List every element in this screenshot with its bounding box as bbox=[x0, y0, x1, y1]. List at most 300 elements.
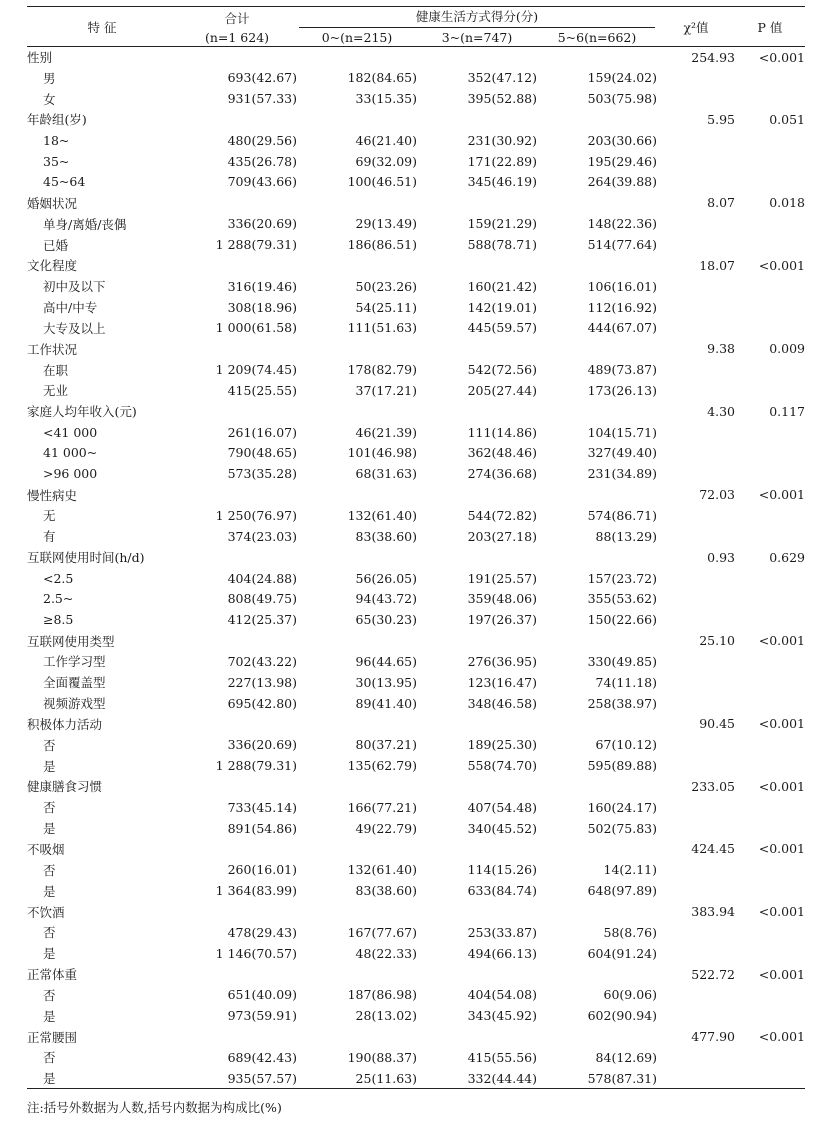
cell-chi-square: 4.30 bbox=[707, 403, 735, 419]
cell-p-value bbox=[735, 693, 805, 714]
cell-group-1 bbox=[297, 714, 417, 735]
header-score-group-label: 健康生活方式得分(分) bbox=[299, 7, 655, 28]
cell-group-3: 602(90.94) bbox=[587, 1008, 657, 1024]
cell-label: 35~ bbox=[43, 153, 70, 169]
cell-label: ≥8.5 bbox=[43, 612, 74, 628]
table-row bbox=[27, 755, 805, 776]
cell-group-2: 415(55.56) bbox=[467, 1049, 537, 1065]
cell-chi-square: 233.05 bbox=[691, 778, 735, 794]
cell-group-1 bbox=[297, 547, 417, 568]
cell-chi-square bbox=[657, 1068, 735, 1089]
table-row bbox=[27, 984, 805, 1005]
cell-p-value bbox=[735, 213, 805, 234]
cell-group-2: 191(25.57) bbox=[467, 570, 537, 586]
cell-total bbox=[177, 630, 297, 651]
cell-p-value bbox=[735, 172, 805, 193]
cell-group-2: 407(54.48) bbox=[467, 799, 537, 815]
cell-group-3: 258(38.97) bbox=[587, 695, 657, 711]
cell-group-3: 88(13.29) bbox=[595, 528, 657, 544]
cell-group-3: 503(75.98) bbox=[587, 91, 657, 107]
cell-p-value: <0.001 bbox=[758, 778, 805, 794]
cell-chi-square bbox=[657, 526, 735, 547]
cell-chi-square: 522.72 bbox=[691, 966, 735, 982]
cell-p-value bbox=[735, 422, 805, 443]
cell-chi-square bbox=[657, 651, 735, 672]
cell-p-value bbox=[735, 130, 805, 151]
cell-group-1: 190(88.37) bbox=[347, 1049, 417, 1065]
cell-label: 文化程度 bbox=[27, 258, 78, 274]
cell-p-value bbox=[735, 651, 805, 672]
cell-group-1 bbox=[297, 1026, 417, 1047]
cell-chi-square bbox=[657, 943, 735, 964]
cell-chi-square bbox=[657, 151, 735, 172]
cell-group-3 bbox=[537, 964, 657, 985]
cell-group-1: 132(61.40) bbox=[347, 862, 417, 878]
cell-p-value: <0.001 bbox=[758, 633, 805, 649]
cell-p-value bbox=[735, 1005, 805, 1026]
cell-p-value bbox=[735, 505, 805, 526]
cell-group-3: 502(75.83) bbox=[587, 820, 657, 836]
cell-total: 891(54.86) bbox=[227, 820, 297, 836]
cell-group-1: 101(46.98) bbox=[347, 445, 417, 461]
cell-label: 大专及以上 bbox=[43, 320, 106, 336]
cell-group-2: 171(22.89) bbox=[467, 153, 537, 169]
cell-total bbox=[177, 776, 297, 797]
cell-label: 是 bbox=[43, 946, 56, 962]
table-row bbox=[27, 588, 805, 609]
cell-total: 651(40.09) bbox=[227, 987, 297, 1003]
table-row bbox=[27, 651, 805, 672]
cell-chi-square bbox=[657, 276, 735, 297]
table-row bbox=[27, 151, 805, 172]
cell-chi-square bbox=[657, 984, 735, 1005]
cell-group-2: 159(21.29) bbox=[467, 216, 537, 232]
cell-total: 573(35.28) bbox=[227, 466, 297, 482]
cell-group-3: 112(16.92) bbox=[587, 299, 657, 315]
table-row bbox=[27, 797, 805, 818]
cell-chi-square bbox=[657, 797, 735, 818]
table-row-category bbox=[27, 901, 805, 922]
cell-group-1: 68(31.63) bbox=[355, 466, 417, 482]
cell-group-1: 30(13.95) bbox=[355, 674, 417, 690]
cell-label: 无 bbox=[43, 508, 56, 524]
table-row bbox=[27, 922, 805, 943]
cell-label: 视频游戏型 bbox=[43, 696, 106, 712]
cell-group-2 bbox=[417, 714, 537, 735]
cell-p-value: <0.001 bbox=[758, 49, 805, 65]
cell-chi-square: 424.45 bbox=[691, 841, 735, 857]
cell-total: 931(57.33) bbox=[227, 91, 297, 107]
cell-group-3: 203(30.66) bbox=[587, 132, 657, 148]
cell-group-3: 327(49.40) bbox=[587, 445, 657, 461]
cell-total: 1 146(70.57) bbox=[215, 945, 297, 961]
cell-total: 336(20.69) bbox=[227, 216, 297, 232]
table-row bbox=[27, 818, 805, 839]
cell-total bbox=[177, 839, 297, 860]
cell-group-2: 111(14.86) bbox=[467, 424, 537, 440]
table-row bbox=[27, 172, 805, 193]
cell-total: 1 288(79.31) bbox=[215, 758, 297, 774]
cell-chi-square bbox=[657, 88, 735, 109]
cell-chi-square bbox=[657, 588, 735, 609]
cell-group-1: 69(32.09) bbox=[355, 153, 417, 169]
cell-group-2: 160(21.42) bbox=[467, 278, 537, 294]
table-row-category bbox=[27, 964, 805, 985]
cell-group-1 bbox=[297, 839, 417, 860]
statistics-table bbox=[27, 6, 805, 1089]
table-row bbox=[27, 568, 805, 589]
cell-chi-square bbox=[657, 130, 735, 151]
cell-chi-square bbox=[657, 213, 735, 234]
table-row bbox=[27, 380, 805, 401]
cell-group-1: 56(26.05) bbox=[355, 570, 417, 586]
cell-p-value: 0.629 bbox=[769, 549, 805, 565]
cell-p-value bbox=[735, 859, 805, 880]
cell-chi-square bbox=[657, 734, 735, 755]
cell-total: 1 288(79.31) bbox=[215, 237, 297, 253]
cell-group-1: 111(51.63) bbox=[347, 320, 417, 336]
cell-group-3: 648(97.89) bbox=[587, 883, 657, 899]
cell-group-3 bbox=[537, 484, 657, 505]
cell-group-2: 404(54.08) bbox=[467, 987, 537, 1003]
cell-label: 已婚 bbox=[43, 237, 69, 253]
cell-group-1: 135(62.79) bbox=[347, 758, 417, 774]
cell-label: 不吸烟 bbox=[27, 841, 65, 857]
cell-group-3: 104(15.71) bbox=[587, 424, 657, 440]
cell-chi-square bbox=[657, 1047, 735, 1068]
cell-chi-square bbox=[657, 755, 735, 776]
cell-group-3 bbox=[537, 901, 657, 922]
table-row bbox=[27, 672, 805, 693]
cell-label: 2.5~ bbox=[43, 591, 74, 607]
cell-group-3 bbox=[537, 47, 657, 68]
cell-group-3: 604(91.24) bbox=[587, 945, 657, 961]
cell-p-value bbox=[735, 1068, 805, 1089]
table-row-category bbox=[27, 338, 805, 359]
cell-group-3: 67(10.12) bbox=[595, 737, 657, 753]
cell-group-3: 84(12.69) bbox=[595, 1049, 657, 1065]
cell-label: 互联网使用时间(h/d) bbox=[27, 550, 145, 566]
cell-total: 790(48.65) bbox=[227, 445, 297, 461]
cell-group-2 bbox=[417, 401, 537, 422]
cell-total: 689(42.43) bbox=[227, 1049, 297, 1065]
cell-p-value bbox=[735, 568, 805, 589]
cell-total: 260(16.01) bbox=[227, 862, 297, 878]
cell-group-1 bbox=[297, 47, 417, 68]
cell-chi-square: 8.07 bbox=[707, 195, 735, 211]
cell-total bbox=[177, 255, 297, 276]
cell-group-3 bbox=[537, 401, 657, 422]
cell-group-1 bbox=[297, 484, 417, 505]
cell-total bbox=[177, 47, 297, 68]
cell-group-2: 395(52.88) bbox=[467, 91, 537, 107]
cell-total: 695(42.80) bbox=[227, 695, 297, 711]
cell-group-3 bbox=[537, 109, 657, 130]
cell-group-2 bbox=[417, 964, 537, 985]
cell-group-1 bbox=[297, 401, 417, 422]
cell-total: 308(18.96) bbox=[227, 299, 297, 315]
header-group-3: 5~6(n=662) bbox=[557, 29, 637, 45]
table-row bbox=[27, 67, 805, 88]
cell-p-value bbox=[735, 297, 805, 318]
cell-total: 733(45.14) bbox=[227, 799, 297, 815]
cell-total: 316(19.46) bbox=[227, 278, 297, 294]
cell-total bbox=[177, 109, 297, 130]
cell-group-2: 542(72.56) bbox=[467, 362, 537, 378]
cell-p-value: <0.001 bbox=[758, 1029, 805, 1045]
cell-group-3: 330(49.85) bbox=[587, 653, 657, 669]
cell-total bbox=[177, 484, 297, 505]
cell-total: 709(43.66) bbox=[227, 174, 297, 190]
cell-chi-square bbox=[657, 818, 735, 839]
cell-group-1: 54(25.11) bbox=[355, 299, 417, 315]
table-header bbox=[27, 7, 805, 47]
cell-total: 973(59.91) bbox=[227, 1008, 297, 1024]
cell-p-value bbox=[735, 922, 805, 943]
cell-group-2: 445(59.57) bbox=[467, 320, 537, 336]
cell-label: 积极体力活动 bbox=[27, 716, 103, 732]
cell-p-value bbox=[735, 943, 805, 964]
cell-group-3: 355(53.62) bbox=[587, 591, 657, 607]
header-group-1: 0~(n=215) bbox=[321, 29, 393, 45]
cell-group-1 bbox=[297, 901, 417, 922]
cell-group-3: 160(24.17) bbox=[587, 799, 657, 815]
cell-group-2 bbox=[417, 484, 537, 505]
cell-chi-square bbox=[657, 568, 735, 589]
cell-group-3: 148(22.36) bbox=[587, 216, 657, 232]
table-row bbox=[27, 317, 805, 338]
cell-label: 单身/离婚/丧偶 bbox=[43, 216, 127, 232]
cell-label: 年龄组(岁) bbox=[27, 112, 87, 128]
table-row bbox=[27, 297, 805, 318]
cell-p-value bbox=[735, 797, 805, 818]
cell-group-2: 345(46.19) bbox=[467, 174, 537, 190]
cell-p-value: <0.001 bbox=[758, 841, 805, 857]
cell-group-2: 332(44.44) bbox=[467, 1070, 537, 1086]
table-row bbox=[27, 693, 805, 714]
table-row-category bbox=[27, 839, 805, 860]
cell-group-2 bbox=[417, 255, 537, 276]
cell-chi-square: 383.94 bbox=[691, 904, 735, 920]
cell-label: 健康膳食习惯 bbox=[27, 779, 103, 795]
cell-group-1: 96(44.65) bbox=[355, 653, 417, 669]
cell-label: 工作状况 bbox=[27, 341, 78, 357]
cell-p-value bbox=[735, 984, 805, 1005]
cell-group-2: 274(36.68) bbox=[467, 466, 537, 482]
cell-group-2: 588(78.71) bbox=[467, 237, 537, 253]
table-row bbox=[27, 276, 805, 297]
table-row bbox=[27, 880, 805, 901]
cell-p-value: 0.009 bbox=[769, 341, 805, 357]
table-row bbox=[27, 505, 805, 526]
table-row-category bbox=[27, 484, 805, 505]
table-row-category bbox=[27, 109, 805, 130]
cell-chi-square bbox=[657, 463, 735, 484]
cell-label: 互联网使用类型 bbox=[27, 633, 115, 649]
table-row-category bbox=[27, 47, 805, 68]
cell-group-2: 189(25.30) bbox=[467, 737, 537, 753]
cell-p-value bbox=[735, 88, 805, 109]
cell-group-3: 231(34.89) bbox=[587, 466, 657, 482]
cell-label: 否 bbox=[43, 987, 56, 1003]
cell-label: <41 000 bbox=[43, 424, 98, 440]
table-row bbox=[27, 859, 805, 880]
cell-chi-square bbox=[657, 172, 735, 193]
cell-group-1: 94(43.72) bbox=[355, 591, 417, 607]
cell-group-3 bbox=[537, 338, 657, 359]
cell-group-1: 132(61.40) bbox=[347, 507, 417, 523]
cell-p-value bbox=[735, 609, 805, 630]
cell-label: 是 bbox=[43, 821, 56, 837]
cell-p-value: <0.001 bbox=[758, 904, 805, 920]
table-body bbox=[27, 47, 805, 1089]
cell-chi-square bbox=[657, 1005, 735, 1026]
cell-p-value bbox=[735, 526, 805, 547]
cell-label: 是 bbox=[43, 1071, 56, 1087]
cell-group-3: 106(16.01) bbox=[587, 278, 657, 294]
cell-group-2 bbox=[417, 901, 537, 922]
cell-group-3: 74(11.18) bbox=[595, 674, 657, 690]
cell-label: 家庭人均年收入(元) bbox=[27, 404, 137, 420]
cell-group-2: 494(66.13) bbox=[467, 945, 537, 961]
cell-chi-square bbox=[657, 67, 735, 88]
cell-total: 374(23.03) bbox=[227, 528, 297, 544]
cell-group-2: 253(33.87) bbox=[467, 924, 537, 940]
cell-group-1: 29(13.49) bbox=[355, 216, 417, 232]
cell-label: 在职 bbox=[43, 362, 69, 378]
cell-label: 是 bbox=[43, 883, 56, 899]
cell-chi-square: 477.90 bbox=[691, 1029, 735, 1045]
cell-p-value bbox=[735, 443, 805, 464]
cell-chi-square bbox=[657, 609, 735, 630]
table-row-category bbox=[27, 401, 805, 422]
cell-group-2: 359(48.06) bbox=[467, 591, 537, 607]
cell-p-value: <0.001 bbox=[758, 966, 805, 982]
cell-p-value bbox=[735, 755, 805, 776]
cell-label: 全面覆盖型 bbox=[43, 675, 106, 691]
cell-group-2 bbox=[417, 192, 537, 213]
cell-group-3: 173(26.13) bbox=[587, 382, 657, 398]
cell-group-1: 48(22.33) bbox=[355, 945, 417, 961]
cell-total bbox=[177, 338, 297, 359]
cell-chi-square bbox=[657, 380, 735, 401]
cell-label: 否 bbox=[43, 1050, 56, 1066]
cell-group-1 bbox=[297, 255, 417, 276]
cell-group-1: 167(77.67) bbox=[347, 924, 417, 940]
table-row bbox=[27, 213, 805, 234]
cell-group-2: 231(30.92) bbox=[467, 132, 537, 148]
table-row bbox=[27, 526, 805, 547]
cell-chi-square bbox=[657, 297, 735, 318]
cell-p-value bbox=[735, 151, 805, 172]
cell-p-value: <0.001 bbox=[758, 257, 805, 273]
cell-group-2: 558(74.70) bbox=[467, 758, 537, 774]
cell-label: 初中及以下 bbox=[43, 279, 106, 295]
cell-label: 婚姻状况 bbox=[27, 195, 78, 211]
cell-group-3 bbox=[537, 839, 657, 860]
cell-group-1: 89(41.40) bbox=[355, 695, 417, 711]
cell-group-2 bbox=[417, 547, 537, 568]
header-total-n: (n=1 624) bbox=[204, 29, 270, 45]
cell-chi-square bbox=[657, 422, 735, 443]
cell-label: 否 bbox=[43, 737, 56, 753]
cell-p-value: <0.001 bbox=[758, 487, 805, 503]
table-row bbox=[27, 443, 805, 464]
cell-group-1: 50(23.26) bbox=[355, 278, 417, 294]
cell-total: 1 000(61.58) bbox=[215, 320, 297, 336]
cell-group-2: 205(27.44) bbox=[467, 382, 537, 398]
cell-group-2: 142(19.01) bbox=[467, 299, 537, 315]
cell-label: 否 bbox=[43, 862, 56, 878]
cell-group-2 bbox=[417, 1026, 537, 1047]
cell-group-2 bbox=[417, 338, 537, 359]
cell-group-2: 362(48.46) bbox=[467, 445, 537, 461]
cell-total: 415(25.55) bbox=[227, 382, 297, 398]
cell-total: 935(57.57) bbox=[227, 1070, 297, 1086]
cell-p-value bbox=[735, 463, 805, 484]
table-row bbox=[27, 422, 805, 443]
cell-group-1: 83(38.60) bbox=[355, 883, 417, 899]
cell-chi-square bbox=[657, 317, 735, 338]
cell-group-1: 186(86.51) bbox=[347, 237, 417, 253]
cell-label: 慢性病史 bbox=[27, 487, 78, 503]
cell-group-2: 197(26.37) bbox=[467, 612, 537, 628]
cell-total: 1 250(76.97) bbox=[215, 507, 297, 523]
table-row bbox=[27, 1047, 805, 1068]
cell-group-3: 595(89.88) bbox=[587, 758, 657, 774]
cell-label: 有 bbox=[43, 529, 56, 545]
cell-group-3 bbox=[537, 255, 657, 276]
cell-label: 性别 bbox=[27, 50, 53, 66]
cell-group-1: 46(21.40) bbox=[355, 132, 417, 148]
cell-p-value bbox=[735, 672, 805, 693]
cell-label: 是 bbox=[43, 758, 56, 774]
cell-p-value bbox=[735, 380, 805, 401]
cell-label: 正常体重 bbox=[27, 967, 78, 983]
cell-total: 702(43.22) bbox=[227, 653, 297, 669]
table-row-category bbox=[27, 630, 805, 651]
cell-total: 435(26.78) bbox=[227, 153, 297, 169]
cell-group-3 bbox=[537, 192, 657, 213]
cell-group-3: 578(87.31) bbox=[587, 1070, 657, 1086]
cell-label: 45~64 bbox=[43, 174, 86, 190]
cell-p-value bbox=[735, 276, 805, 297]
cell-chi-square bbox=[657, 693, 735, 714]
cell-chi-square: 90.45 bbox=[699, 716, 735, 732]
table-row bbox=[27, 734, 805, 755]
cell-group-3 bbox=[537, 776, 657, 797]
cell-group-1: 37(17.21) bbox=[355, 382, 417, 398]
cell-total bbox=[177, 901, 297, 922]
cell-p-value bbox=[735, 880, 805, 901]
header-group-2: 3~(n=747) bbox=[441, 29, 513, 45]
header-p-value: P 值 bbox=[735, 7, 805, 47]
cell-group-1: 83(38.60) bbox=[355, 528, 417, 544]
cell-group-2: 276(36.95) bbox=[467, 653, 537, 669]
cell-group-1: 25(11.63) bbox=[355, 1070, 417, 1086]
cell-group-1: 28(13.02) bbox=[355, 1008, 417, 1024]
cell-label: 否 bbox=[43, 925, 56, 941]
header-score-group bbox=[297, 7, 657, 29]
cell-group-3: 514(77.64) bbox=[587, 237, 657, 253]
table-row bbox=[27, 234, 805, 255]
cell-group-3: 264(39.88) bbox=[587, 174, 657, 190]
cell-group-1 bbox=[297, 776, 417, 797]
cell-group-1: 80(37.21) bbox=[355, 737, 417, 753]
cell-label: 18~ bbox=[43, 132, 70, 148]
cell-label: 无业 bbox=[43, 383, 69, 399]
cell-group-2: 352(47.12) bbox=[467, 70, 537, 86]
